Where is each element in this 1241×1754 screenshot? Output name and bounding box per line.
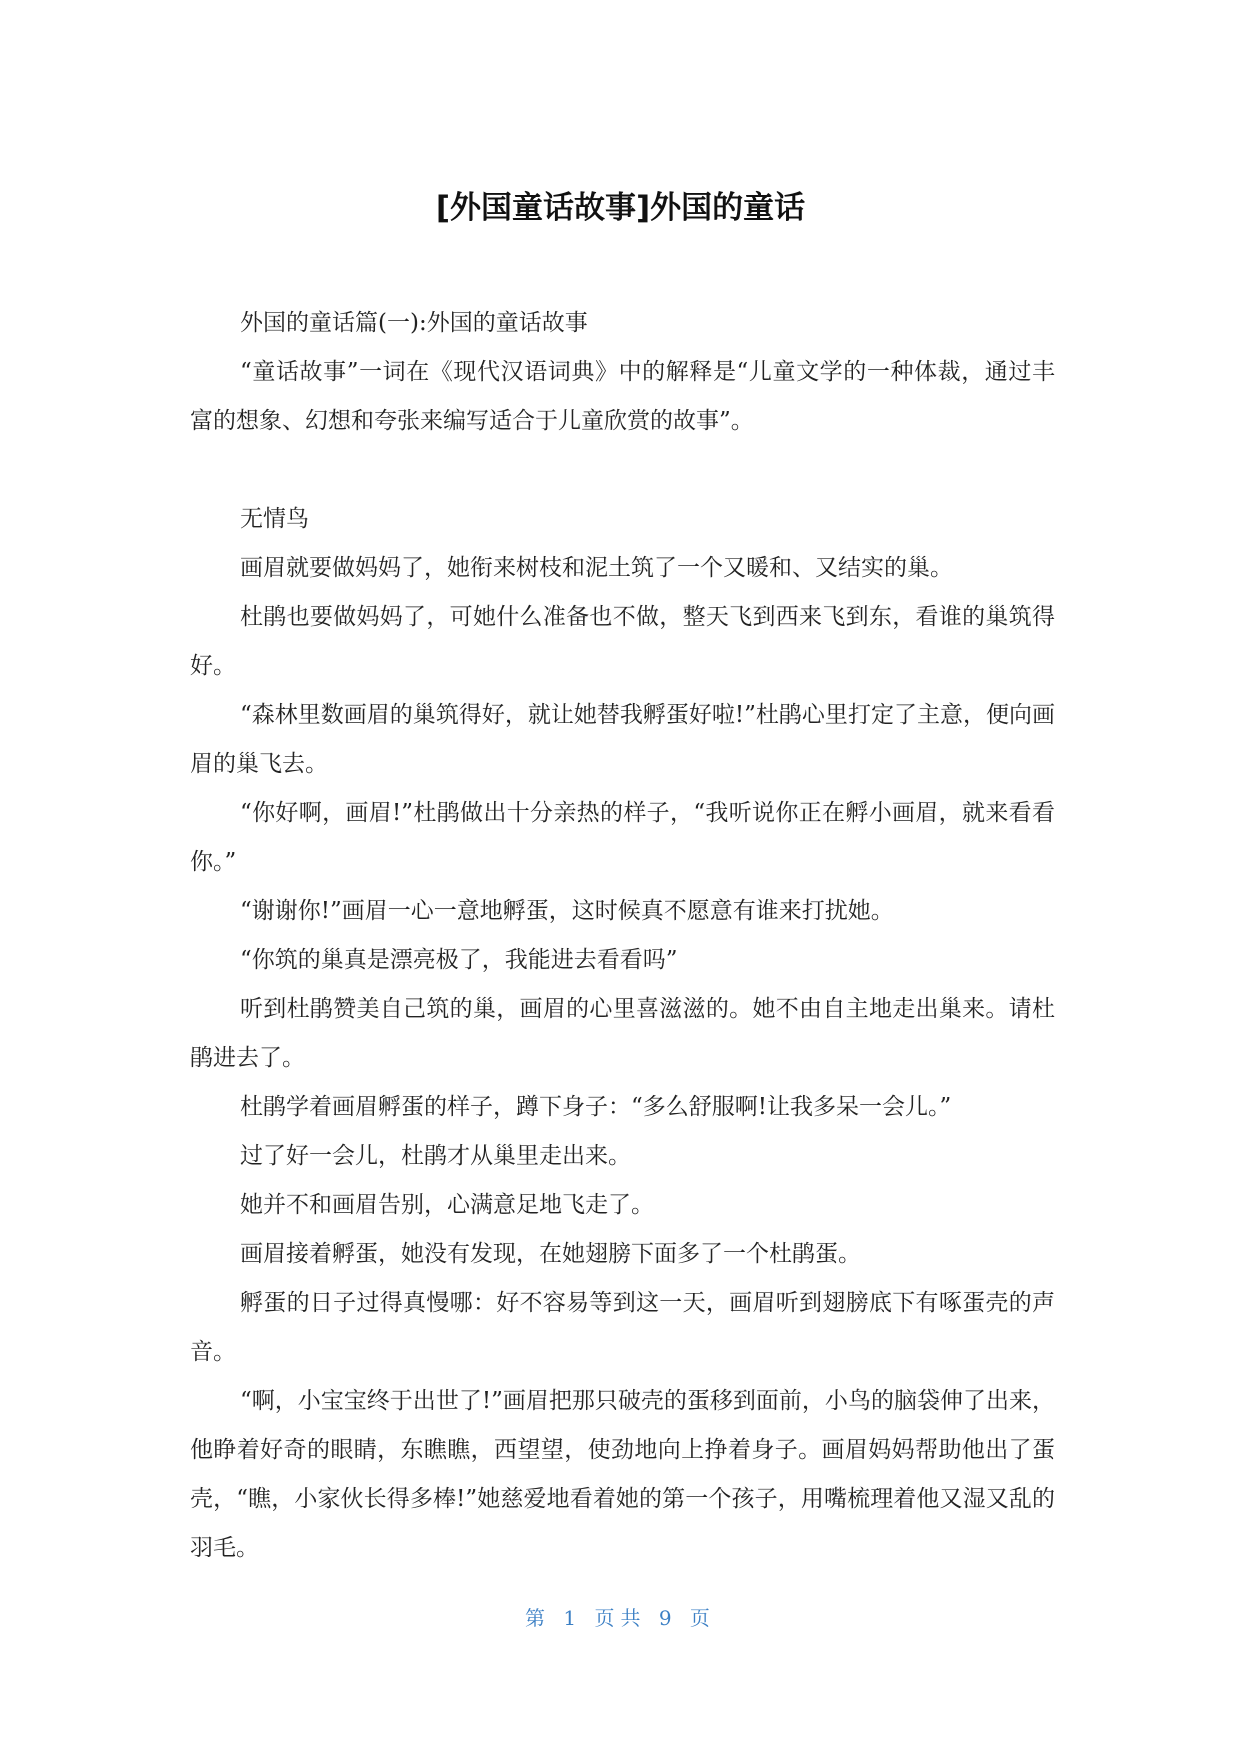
paragraph: 孵蛋的日子过得真慢哪：好不容易等到这一天，画眉听到翅膀底下有啄蛋壳的声音。 [190, 1290, 1055, 1365]
paragraph: “你筑的巢真是漂亮极了，我能进去看看吗” [240, 947, 678, 973]
story-title: 无情鸟 [240, 506, 309, 532]
paragraph: “童话故事”一词在《现代汉语词典》中的解释是“儿童文学的一种体裁，通过丰富的想象、幻想和夸张来编写适合于儿童欣赏的故事”。 [190, 359, 1055, 434]
paragraph: 过了好一会儿，杜鹃才从巢里走出来。 [240, 1143, 631, 1169]
paragraph: “谢谢你!”画眉一心一意地孵蛋，这时候真不愿意有谁来打扰她。 [240, 898, 894, 924]
paragraph: “森林里数画眉的巢筑得好，就让她替我孵蛋好啦!”杜鹃心里打定了主意，便向画眉的巢飞去。 [190, 702, 1055, 777]
document-title: [外国童话故事]外国的童话 [435, 190, 806, 226]
paragraph-spacer [190, 446, 1055, 495]
paragraph: 她并不和画眉告别，心满意足地飞走了。 [240, 1192, 654, 1218]
paragraph: 杜鹃也要做妈妈了，可她什么准备也不做，整天飞到西来飞到东，看谁的巢筑得好。 [190, 604, 1055, 679]
document-body [190, 299, 1055, 1573]
page-indicator: 第 1 页共 9 页 [525, 1606, 716, 1630]
paragraph: “啊，小宝宝终于出世了!”画眉把那只破壳的蛋移到面前，小鸟的脑袋伸了出来，他睁着好奇的眼睛，东瞧瞧，西望望，使劲地向上挣着身子。画眉妈妈帮助他出了蛋壳，“瞧，小家伙长得多棒!”她慈爱地看着她的第一个孩子，用嘴梳理着他又湿又乱的羽毛。 [190, 1388, 1055, 1561]
paragraph: 画眉接着孵蛋，她没有发现，在她翅膀下面多了一个杜鹃蛋。 [240, 1241, 861, 1267]
paragraph: 杜鹃学着画眉孵蛋的样子，蹲下身子：“多么舒服啊!让我多呆一会儿。” [240, 1094, 952, 1120]
paragraph: 听到杜鹃赞美自己筑的巢，画眉的心里喜滋滋的。她不由自主地走出巢来。请杜鹃进去了。 [190, 996, 1055, 1071]
paragraph: 画眉就要做妈妈了，她衔来树枝和泥土筑了一个又暖和、又结实的巢。 [240, 555, 953, 581]
paragraph: 外国的童话篇(一):外国的童话故事 [240, 310, 588, 336]
paragraph: “你好啊，画眉!”杜鹃做出十分亲热的样子，“我听说你正在孵小画眉，就来看看你。” [190, 800, 1055, 875]
